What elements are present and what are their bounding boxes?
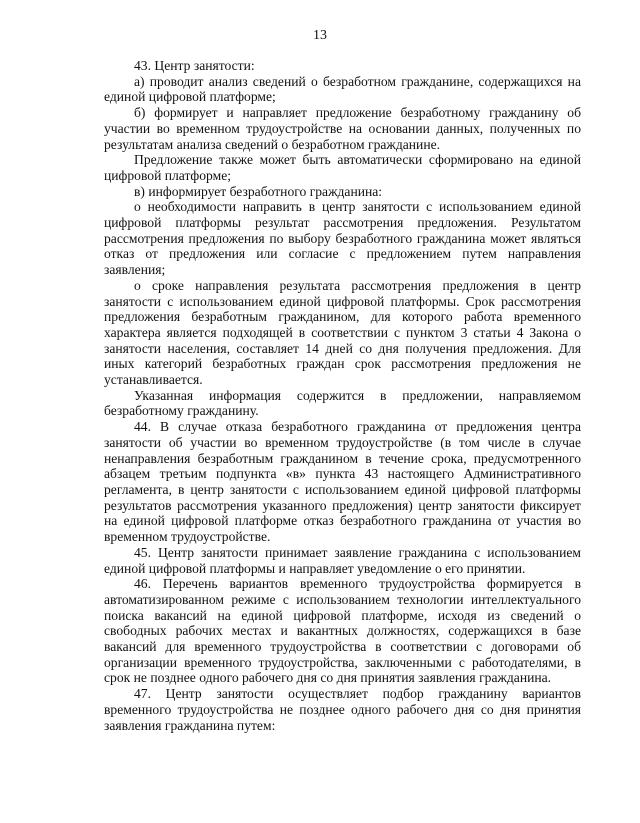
paragraph-47: 47. Центр занятости осуществляет подбор гражданину вариантов временного трудоустройства не позднее одного рабочего дня со дня принятия заявления гражданина путем: [104,686,581,733]
paragraph-43-heading: 43. Центр занятости: [134,58,255,73]
paragraph-43-b-note: Предложение также может быть автоматически сформировано на единой цифровой платформе; [104,152,581,183]
paragraph-43-v-info-note: Указанная информация содержится в предложении, направляемом безработному гражданину. [104,387,581,419]
paragraph-43-a: а) проводит анализ сведений о безработном гражданине, содержащихся на единой цифровой платформе; [104,73,581,105]
paragraph-46: 46. Перечень вариантов временного трудоустройства формируется в автоматизированном режиме с использованием технологии интеллектуального поиска вакансий на единой цифровой платформе, исходя из сведений о свободных рабочих местах и вакантных должностях, содержащихся в базе вакансий для временного трудоустройства в соответствии с договорами об организации временного трудоустройства, заключенными с работодателями, в срок не позднее одного рабочего дня со дня принятия заявления гражданина. [104,576,581,686]
paragraph-43-v-deadline: о сроке направления результата рассмотрения предложения в центр занятости с использованием единой цифровой платформы. Срок рассмотрения предложения безработным гражданином, для которого работа временного характера является подходящей в соответствии с пунктом 3 статьи 4 Закона о занятости населения, составляет 14 дней со дня получения предложения. Для иных категорий безработных граждан срок рассмотрения предложения не устанавливается. [104,277,581,388]
document-body [104,58,581,733]
paragraph-43-v: в) информирует безработного гражданина: [134,183,383,199]
paragraph-45: 45. Центр занятости принимает заявление гражданина с использованием единой цифровой платформы и направляет уведомление о его принятии. [104,544,581,576]
paragraph-43-v-need-to-send: о необходимости направить в центр занятости с использованием единой цифровой платформы результат рассмотрения предложения. Результатом рассмотрения предложения по выбору безработного гражданина может являться отказ от предложения или согласие с предложением путем направления заявления; [104,199,581,278]
page-number: 13 [313,28,327,43]
paragraph-44: 44. В случае отказа безработного гражданина от предложения центра занятости об участии во временном трудоустройстве (в том числе в случае ненаправления безработным гражданином в течение срока, предусмотренного абзацем третьим подпункта «в» пункта 43 настоящего Административного регламента, в центр занятости с использованием единой цифровой платформы результатов рассмотрения указанного предложения) центр занятости фиксирует на единой цифровой платформе отказ безработного гражданина от участия во временном трудоустройстве. [104,419,581,545]
paragraph-43-b: б) формирует и направляет предложение безработному гражданину об участии во временном трудоустройстве на основании данных, полученных по результатам анализа сведений о безработном гражданине. [104,105,581,152]
